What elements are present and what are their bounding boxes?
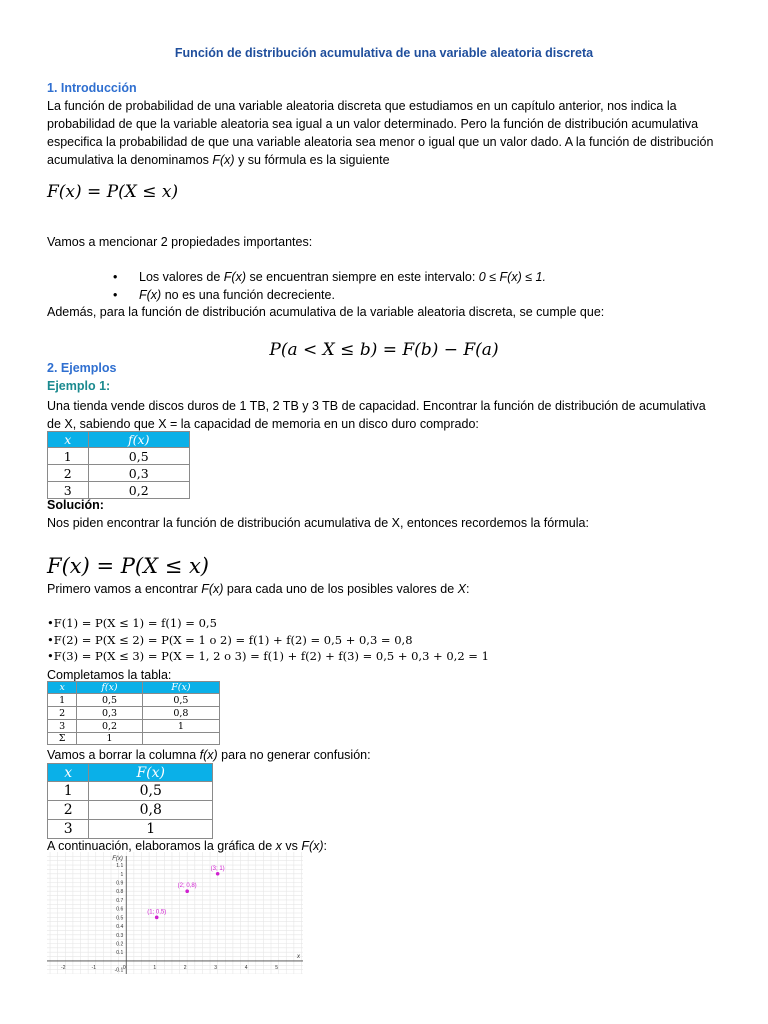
table-cell: 0,3 [77,707,143,720]
graph-c: : [323,839,328,853]
page-title: Función de distribución acumulativa de una variable aleatoria discreta [174,46,594,60]
table-cell: 0,5 [88,448,190,465]
first-x: X [457,582,466,596]
first-fx: F(x) [201,582,224,596]
x-tick-label: 5 [275,964,279,971]
data-label: (1; 0,5) [147,909,167,916]
table-cell: Σ [48,733,77,745]
first-c: : [465,582,470,596]
additional-text: Además, para la función de distribución acumulativa de la variable aleatoria discreta, se cumple que: [47,305,605,319]
y-tick-label: 0.3 [116,932,124,939]
prop1-b: se encuentran siempre en este intervalo: [246,270,479,284]
graph-a: A continuación, elaboramos la gráfica de [47,839,276,853]
table-cell: 1 [77,733,143,745]
prop2-b: no es una función decreciente. [161,288,335,302]
prop2-fx: F(x) [139,288,162,302]
table-cell: 1 [48,694,77,707]
x-tick-label: -1 [91,964,96,971]
x-tick-label: -2 [61,964,66,971]
table-cell: 0,5 [77,694,143,707]
table-cell: 0,8 [89,801,213,820]
table-cell: 1 [48,448,89,465]
table-header: x [48,764,89,782]
table-cell: 0,5 [142,694,219,707]
intro-fx: F(x) [212,153,235,167]
property-2 [113,288,335,302]
intro-text-a: La función de probabilidad de una variable aleatoria discreta que estudiamos en un capítulo anterior, nos indica la probabilidad de que la variable aleatoria sea igual a un valor determinado. Pero la función de distribución acumulativa especifica la probabilidad de que una variable aleatoria sea menor o igual que un valor dado. A la función de distribución acumulativa la denominamos [47,99,714,167]
table-cell: 3 [48,820,89,839]
cdf-scatter-chart [47,852,303,974]
calc-line-2: •F(2) = P(X ≤ 2) = P(X = 1 o 2) = f(1) + f(2) = 0,5 + 0,3 = 0,8 [47,633,413,647]
x-tick-label: 3 [214,964,218,971]
final-table [47,763,213,839]
erase-b: para no generar confusión: [217,748,371,762]
bullet-dot: • [113,270,118,284]
y-tick-label: 0.4 [116,924,124,931]
example1-heading: Ejemplo 1: [47,379,111,393]
table-cell: 1 [142,720,219,733]
y-tick-label: 0.6 [116,906,124,913]
prop1-c: 0 ≤ F(x) ≤ 1. [478,270,546,284]
probability-table [47,431,190,499]
table-cell: 1 [48,782,89,801]
y-tick-label: 1 [120,871,124,878]
erase-a: Vamos a borrar la columna [47,748,200,762]
examples-heading: 2. Ejemplos [47,361,117,375]
table-cell: 2 [48,801,89,820]
y-tick-label: 0.5 [116,915,124,922]
table-row [48,782,213,801]
graph-vs: vs [281,839,302,853]
first-a: Primero vamos a encontrar [47,582,202,596]
y-tick-label: -0.1 [114,967,124,974]
solution-formula: F(x) = P(X ≤ x) [47,554,210,578]
table-cell: 1 [89,820,213,839]
data-label: (3; 1) [210,865,225,872]
table-row [48,707,220,720]
table-cell: 0,2 [77,720,143,733]
table-header: F(x) [142,682,219,694]
property-1 [113,270,546,284]
table-header: f(x) [77,682,143,694]
table-cell: 0,3 [88,465,190,482]
table-row [48,448,190,465]
table-row [48,801,213,820]
table-row [48,465,190,482]
solution-text: Nos piden encontrar la función de distribución acumulativa de X, entonces recordemos la fórmula: [47,516,589,530]
table-header: x [48,432,89,448]
intro-heading: 1. Introducción [47,81,137,95]
bullet-dot: • [113,288,118,302]
table-cell [142,733,219,745]
graph-fx: F(x) [301,839,324,853]
y-tick-label: 0.8 [116,889,124,896]
erase-fx: f(x) [199,748,218,762]
interval-formula: P(a < X ≤ b) = F(b) − F(a) [269,340,499,360]
prop1-a: Los valores de [139,270,224,284]
example1-statement: Una tienda vende discos duros de 1 TB, 2 TB y 3 TB de capacidad. Encontrar la función de distribución de acumulativa de X, sabiendo que X = la capacidad de memoria en un disco duro comprado: [47,399,706,431]
complete-table-label: Completamos la tabla: [47,668,172,682]
prop1-fx: F(x) [223,270,246,284]
y-tick-label: 1.1 [116,863,124,870]
graph-x: x [275,839,282,853]
table-header: F(x) [89,764,213,782]
first-b: para cada uno de los posibles valores de [223,582,458,596]
x-axis-label: x [297,953,300,960]
table-row [48,733,220,745]
y-tick-label: 0.1 [116,950,124,957]
y-tick-label: 0.7 [116,897,124,904]
table-header: x [48,682,77,694]
table-cell: 0,2 [88,482,190,499]
table-cell: 2 [48,465,89,482]
x-tick-label: 4 [244,964,248,971]
solution-label: Solución: [47,498,104,512]
properties-intro: Vamos a mencionar 2 propiedades importantes: [47,235,313,249]
cdf-formula: F(x) = P(X ≤ x) [47,182,179,202]
table-row [48,720,220,733]
x-tick-label: 1 [153,964,157,971]
table-cell: 3 [48,482,89,499]
table-header: f(x) [88,432,190,448]
y-tick-label: 0.2 [116,941,124,948]
intro-text-b: y su fórmula es la siguiente [234,153,390,167]
erase-column-text [47,746,722,764]
table-row [48,820,213,839]
table-cell: 0,8 [142,707,219,720]
x-tick-label: 0 [122,964,126,971]
y-axis-label: F(x) [112,856,123,862]
x-tick-label: 2 [183,964,187,971]
table-cell: 2 [48,707,77,720]
data-point [216,872,220,876]
calc-line-3: •F(3) = P(X ≤ 3) = P(X = 1, 2 o 3) = f(1) + f(2) + f(3) = 0,5 + 0,3 + 0,2 = 1 [47,649,489,663]
table-cell: 0,5 [89,782,213,801]
data-point [185,889,189,893]
y-tick-label: 0.9 [116,880,124,887]
data-point [155,916,159,920]
table-cell: 3 [48,720,77,733]
data-label: (2; 0,8) [177,883,197,890]
first-step-text [47,580,722,598]
intro-paragraph [47,97,722,169]
calc-line-1: •F(1) = P(X ≤ 1) = f(1) = 0,5 [47,616,217,630]
cumulative-table [47,681,220,745]
table-row [48,694,220,707]
